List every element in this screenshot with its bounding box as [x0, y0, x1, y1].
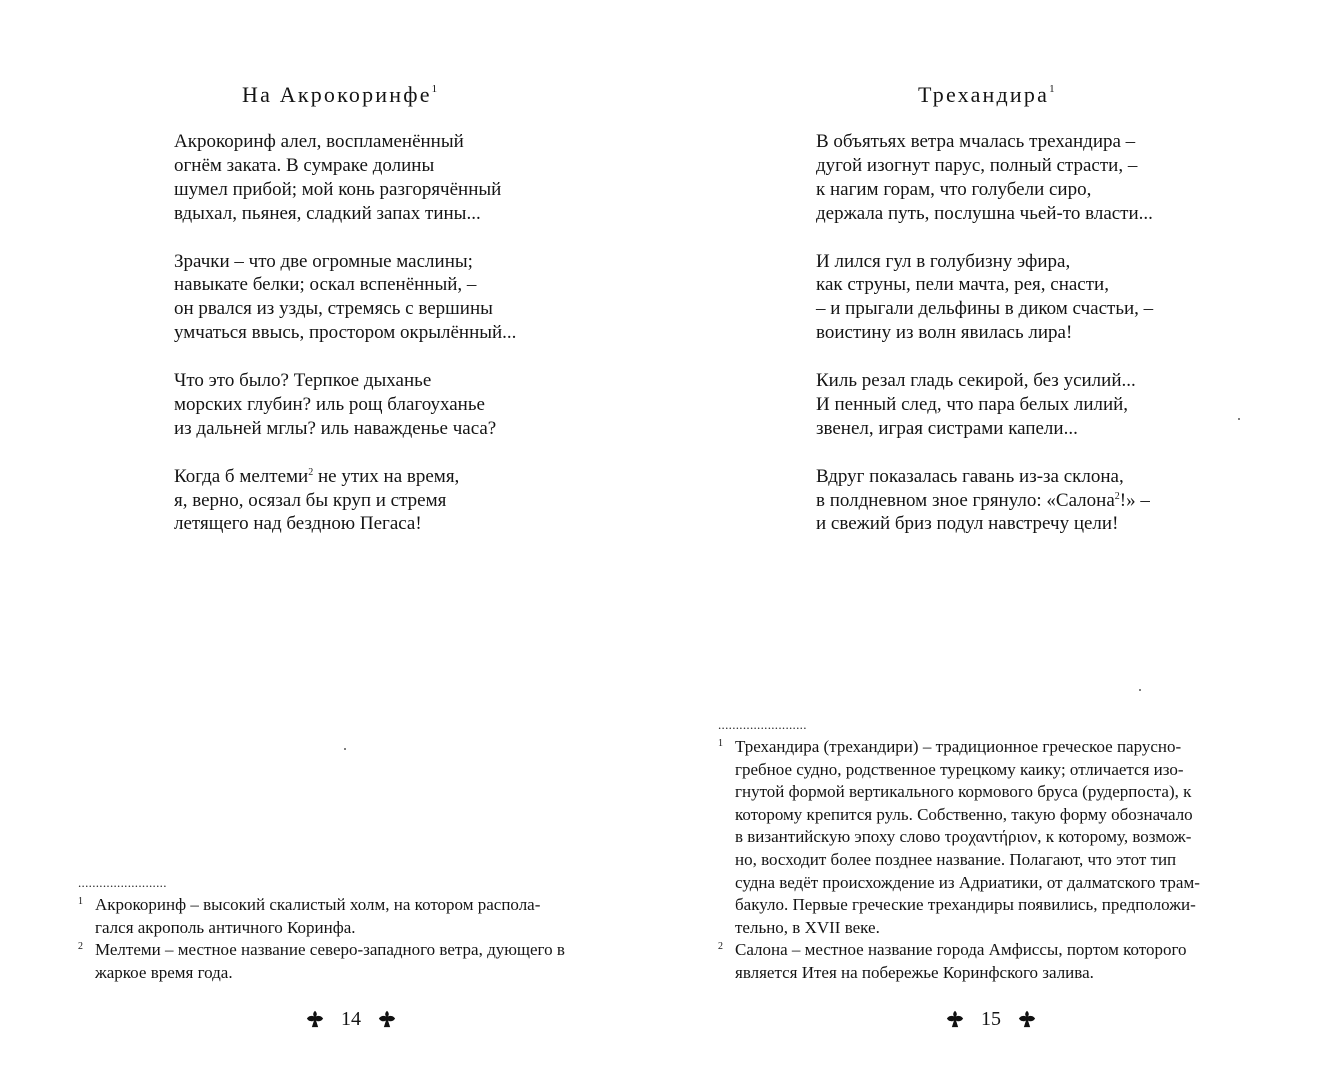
footnote [78, 894, 638, 939]
verse-line: Вдруг показалась гавань из-за склона, [816, 465, 1124, 487]
verse-line: и свежий бриз подул навстречу цели! [816, 513, 1119, 535]
verse-line [816, 489, 1153, 513]
verse-text: !» – [1119, 489, 1150, 511]
footnote-marker: 2 [1114, 490, 1120, 502]
page-number-block [306, 1006, 396, 1032]
verse-line [174, 465, 516, 489]
footnote-line: Салона – местное название города Амфиссы, портом которого [735, 940, 1187, 960]
scan-speck [1139, 689, 1141, 691]
poem-body [816, 130, 1153, 560]
footnote-text [95, 939, 638, 984]
footnote-text [735, 939, 1278, 984]
footnote-line: гребное судно, родственное турецкому каику; отличается изо- [735, 759, 1184, 779]
verse-line: огнём заката. В сумраке долины [174, 154, 435, 176]
footnote-line: гнутой формой вертикального кормового бруса (рудерпоста), к [735, 782, 1192, 802]
title-footnote-marker: 1 [431, 83, 438, 95]
poem-title-text: На Акрокоринфе [242, 82, 432, 107]
poem-body [174, 130, 516, 560]
stanza [816, 465, 1153, 537]
footnote-line: Мелтеми – местное название северо-западного ветра, дующего в [95, 940, 565, 960]
footnote-number: 1 [78, 896, 83, 907]
verse-line: звенел, играя систрами капели... [816, 417, 1078, 439]
scan-speck [344, 748, 346, 750]
verse-line: держала путь, послушна чьей-то власти... [816, 202, 1153, 224]
verse-line: Зрачки – что две огромные маслины; [174, 250, 473, 272]
stanza [174, 369, 516, 441]
footnote-line: гался акрополь античного Коринфа. [95, 917, 356, 937]
verse-line: навыкате белки; оскал вспенённый, – [174, 274, 477, 296]
footnote-number: 1 [718, 738, 723, 749]
verse-text: в полдневном зное грянуло: «Салона [816, 489, 1115, 511]
footnote-separator: ......................... [718, 717, 807, 732]
footnote-line: является Итея на побережье Коринфского залива. [735, 962, 1094, 982]
verse-line: летящего над бездною Пегаса! [174, 513, 422, 535]
verse-text: не утих на время, [313, 465, 460, 487]
verse-line: как струны, пели мачта, рея, снасти, [816, 274, 1109, 296]
verse-line: И лился гул в голубизну эфира, [816, 250, 1071, 272]
stanza [816, 130, 1153, 226]
stanza [174, 250, 516, 346]
page-number: 14 [341, 1008, 361, 1030]
verse-line: вдыхал, пьянея, сладкий запах тины... [174, 202, 481, 224]
right-page [672, 0, 1344, 1080]
footnote-number: 2 [718, 941, 723, 953]
verse-line: дугой изогнут парус, полный страсти, – [816, 154, 1138, 176]
footnote-line: бакуло. Первые греческие трехандиры появились, предположи- [735, 895, 1196, 915]
footnote-line: Трехандира (трехандири) – традиционное греческое парусно- [735, 737, 1182, 756]
verse-line: шумел прибой; мой конь разгорячённый [174, 178, 502, 200]
footnote-number: 2 [78, 941, 83, 953]
footnotes [78, 876, 638, 984]
verse-line: В объятьях ветра мчалась трехандира – [816, 131, 1136, 152]
verse-line: морских глубин? иль рощ благоуханье [174, 393, 485, 415]
footnote-text [735, 736, 1278, 939]
verse-line: И пенный след, что пара белых лилий, [816, 393, 1129, 415]
verse-line: Киль резал гладь секирой, без усилий... [816, 370, 1136, 392]
footnote [718, 939, 1278, 984]
fleuron-cross-icon [1018, 1010, 1036, 1028]
scan-speck [1238, 418, 1240, 420]
fleuron-cross-icon [306, 1010, 324, 1028]
verse-line: воистину из волн явилась лира! [816, 322, 1073, 344]
footnote-line: но, восходит более позднее название. Полагают, что этот тип [735, 849, 1177, 869]
footnote-marker: 2 [308, 466, 314, 478]
poem-title [242, 82, 437, 108]
footnote [718, 736, 1278, 939]
footnote-line: жаркое время года. [95, 962, 233, 982]
footnote-separator: ......................... [78, 875, 167, 890]
verse-line: он рвался из узды, стремясь с вершины [174, 298, 493, 320]
verse-line: умчаться ввысь, простором окрылённый... [174, 322, 517, 344]
verse-line: Акрокоринф алел, воспламенённый [174, 131, 464, 152]
verse-line: я, верно, осязал бы круп и стремя [174, 489, 447, 511]
footnote-line: в византийскую эпоху слово τροχαντήριον, к которому, возмож- [735, 827, 1192, 847]
page-number-block [946, 1006, 1036, 1032]
fleuron-cross-icon [378, 1010, 396, 1028]
verse-line: – и прыгали дельфины в диком счастьи, – [816, 298, 1154, 320]
page-number: 15 [981, 1008, 1001, 1030]
footnote-text [95, 894, 638, 939]
footnote-line: тельно, в XVII веке. [735, 917, 880, 937]
footnote-line: судна ведёт происхождение из Адриатики, от далматского трам- [735, 872, 1200, 892]
footnotes [718, 718, 1278, 985]
poem-title-text: Трехандира [918, 82, 1050, 107]
footnote [78, 939, 638, 984]
stanza [174, 130, 516, 226]
verse-line: Что это было? Терпкое дыханье [174, 370, 432, 392]
stanza [174, 465, 516, 537]
stanza [816, 369, 1153, 441]
verse-line: к нагим горам, что голубели сиро, [816, 178, 1092, 200]
fleuron-cross-icon [946, 1010, 964, 1028]
poem-title [918, 82, 1055, 108]
verse-line: из дальней мглы? иль наважденье часа? [174, 417, 497, 439]
title-footnote-marker: 1 [1049, 83, 1055, 95]
verse-text: Когда б мелтеми [174, 465, 309, 487]
footnote-line: которому крепится руль. Собственно, такую форму обозначало [735, 804, 1193, 824]
footnote-line: Акрокоринф – высокий скалистый холм, на котором распола- [95, 895, 541, 914]
stanza [816, 250, 1153, 346]
